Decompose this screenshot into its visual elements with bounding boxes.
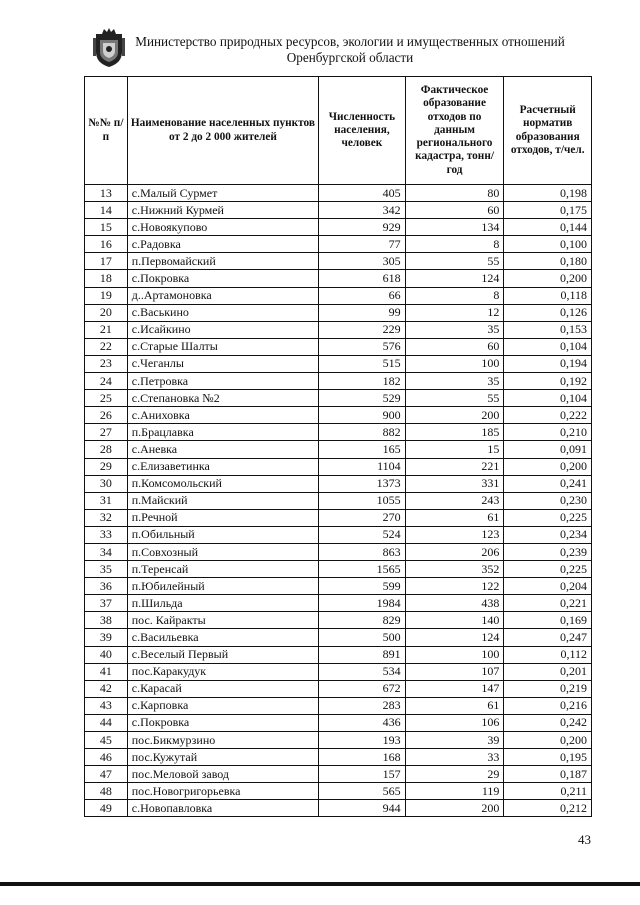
table-row [85, 543, 592, 560]
cell-settlement: с.Старые Шалты [127, 338, 318, 355]
cell-actual-waste: 200 [405, 407, 504, 424]
cell-number: 40 [85, 646, 128, 663]
cell-population: 524 [319, 526, 406, 543]
cell-number: 22 [85, 338, 128, 355]
cell-population: 270 [319, 509, 406, 526]
document-header [130, 34, 570, 66]
cell-actual-waste: 107 [405, 663, 504, 680]
cell-actual-waste: 60 [405, 338, 504, 355]
col-header-actual-waste: Фактическое образование отходов по данным регионального кадастра, тонн/год [405, 77, 504, 185]
cell-norm: 0,200 [504, 458, 592, 475]
cell-number: 26 [85, 407, 128, 424]
cell-actual-waste: 123 [405, 526, 504, 543]
table-row [85, 424, 592, 441]
table-row [85, 390, 592, 407]
cell-actual-waste: 100 [405, 646, 504, 663]
cell-norm: 0,200 [504, 270, 592, 287]
cell-actual-waste: 61 [405, 509, 504, 526]
cell-settlement: пос.Бикмурзино [127, 732, 318, 749]
table-row [85, 612, 592, 629]
table-row [85, 800, 592, 817]
cell-settlement: с.Веселый Первый [127, 646, 318, 663]
cell-norm: 0,241 [504, 475, 592, 492]
cell-settlement: с.Покровка [127, 270, 318, 287]
cell-number: 16 [85, 236, 128, 253]
cell-population: 900 [319, 407, 406, 424]
table-row [85, 355, 592, 372]
cell-population: 599 [319, 578, 406, 595]
table-row [85, 236, 592, 253]
cell-number: 35 [85, 561, 128, 578]
cell-settlement: с.Радовка [127, 236, 318, 253]
cell-settlement: п.Первомайский [127, 253, 318, 270]
cell-settlement: с.Васькино [127, 304, 318, 321]
cell-actual-waste: 33 [405, 749, 504, 766]
header-ministry-line: Министерство природных ресурсов, экологии и имущественных отношений [135, 34, 565, 49]
cell-norm: 0,225 [504, 561, 592, 578]
cell-population: 436 [319, 714, 406, 731]
cell-norm: 0,153 [504, 321, 592, 338]
cell-actual-waste: 106 [405, 714, 504, 731]
cell-population: 283 [319, 697, 406, 714]
table-row [85, 663, 592, 680]
cell-actual-waste: 15 [405, 441, 504, 458]
coat-of-arms-icon [92, 28, 126, 68]
cell-norm: 0,144 [504, 219, 592, 236]
cell-population: 77 [319, 236, 406, 253]
table-row [85, 578, 592, 595]
cell-population: 157 [319, 766, 406, 783]
table-row [85, 253, 592, 270]
table-row [85, 475, 592, 492]
cell-population: 534 [319, 663, 406, 680]
table-row [85, 202, 592, 219]
table-row [85, 185, 592, 202]
cell-population: 672 [319, 680, 406, 697]
cell-number: 21 [85, 321, 128, 338]
cell-number: 47 [85, 766, 128, 783]
cell-norm: 0,234 [504, 526, 592, 543]
table-row [85, 680, 592, 697]
cell-number: 29 [85, 458, 128, 475]
cell-settlement: с.Елизаветинка [127, 458, 318, 475]
cell-settlement: пос.Кужутай [127, 749, 318, 766]
cell-norm: 0,195 [504, 749, 592, 766]
cell-norm: 0,192 [504, 373, 592, 390]
cell-settlement: д..Артамоновка [127, 287, 318, 304]
table-row [85, 441, 592, 458]
cell-actual-waste: 60 [405, 202, 504, 219]
cell-population: 1104 [319, 458, 406, 475]
cell-norm: 0,126 [504, 304, 592, 321]
page-number: 43 [578, 832, 591, 847]
cell-actual-waste: 61 [405, 697, 504, 714]
cell-number: 38 [85, 612, 128, 629]
cell-population: 1055 [319, 492, 406, 509]
table-row [85, 219, 592, 236]
cell-settlement: пос. Кайракты [127, 612, 318, 629]
cell-actual-waste: 80 [405, 185, 504, 202]
cell-number: 31 [85, 492, 128, 509]
cell-norm: 0,100 [504, 236, 592, 253]
cell-population: 405 [319, 185, 406, 202]
table-row [85, 629, 592, 646]
cell-settlement: с.Степановка №2 [127, 390, 318, 407]
cell-number: 13 [85, 185, 128, 202]
table-row [85, 595, 592, 612]
cell-number: 34 [85, 543, 128, 560]
cell-norm: 0,239 [504, 543, 592, 560]
table-row [85, 492, 592, 509]
cell-population: 229 [319, 321, 406, 338]
cell-population: 1565 [319, 561, 406, 578]
table-row [85, 714, 592, 731]
cell-settlement: п.Совхозный [127, 543, 318, 560]
cell-actual-waste: 124 [405, 270, 504, 287]
cell-actual-waste: 29 [405, 766, 504, 783]
cell-number: 41 [85, 663, 128, 680]
cell-population: 1984 [319, 595, 406, 612]
table-row [85, 304, 592, 321]
cell-settlement: пос.Каракудук [127, 663, 318, 680]
table-row [85, 732, 592, 749]
cell-settlement: п.Брацлавка [127, 424, 318, 441]
cell-population: 165 [319, 441, 406, 458]
cell-number: 24 [85, 373, 128, 390]
table-row [85, 270, 592, 287]
cell-norm: 0,225 [504, 509, 592, 526]
cell-norm: 0,212 [504, 800, 592, 817]
cell-norm: 0,201 [504, 663, 592, 680]
table-row [85, 766, 592, 783]
cell-norm: 0,104 [504, 338, 592, 355]
table-row [85, 407, 592, 424]
cell-settlement: п.Юбилейный [127, 578, 318, 595]
cell-number: 44 [85, 714, 128, 731]
cell-actual-waste: 8 [405, 287, 504, 304]
cell-settlement: с.Карповка [127, 697, 318, 714]
table-row [85, 697, 592, 714]
cell-settlement: п.Теренсай [127, 561, 318, 578]
cell-number: 33 [85, 526, 128, 543]
cell-norm: 0,187 [504, 766, 592, 783]
cell-population: 515 [319, 355, 406, 372]
cell-actual-waste: 12 [405, 304, 504, 321]
cell-number: 46 [85, 749, 128, 766]
cell-population: 891 [319, 646, 406, 663]
cell-settlement: с.Аневка [127, 441, 318, 458]
header-region-line: Оренбургской области [286, 50, 414, 65]
cell-actual-waste: 35 [405, 321, 504, 338]
cell-settlement: с.Нижний Курмей [127, 202, 318, 219]
cell-population: 182 [319, 373, 406, 390]
cell-population: 882 [319, 424, 406, 441]
cell-norm: 0,118 [504, 287, 592, 304]
table-row [85, 783, 592, 800]
table-row [85, 321, 592, 338]
cell-number: 19 [85, 287, 128, 304]
cell-actual-waste: 55 [405, 253, 504, 270]
cell-population: 500 [319, 629, 406, 646]
cell-norm: 0,204 [504, 578, 592, 595]
cell-number: 28 [85, 441, 128, 458]
cell-population: 565 [319, 783, 406, 800]
cell-norm: 0,194 [504, 355, 592, 372]
table-row [85, 561, 592, 578]
cell-population: 168 [319, 749, 406, 766]
cell-settlement: с.Аниховка [127, 407, 318, 424]
cell-actual-waste: 206 [405, 543, 504, 560]
cell-norm: 0,247 [504, 629, 592, 646]
cell-population: 66 [319, 287, 406, 304]
table-row [85, 509, 592, 526]
cell-actual-waste: 147 [405, 680, 504, 697]
cell-actual-waste: 221 [405, 458, 504, 475]
cell-actual-waste: 134 [405, 219, 504, 236]
cell-actual-waste: 243 [405, 492, 504, 509]
cell-population: 342 [319, 202, 406, 219]
cell-norm: 0,175 [504, 202, 592, 219]
cell-number: 36 [85, 578, 128, 595]
cell-norm: 0,210 [504, 424, 592, 441]
cell-norm: 0,221 [504, 595, 592, 612]
table-row [85, 338, 592, 355]
cell-population: 1373 [319, 475, 406, 492]
cell-norm: 0,222 [504, 407, 592, 424]
cell-number: 32 [85, 509, 128, 526]
cell-population: 576 [319, 338, 406, 355]
cell-actual-waste: 352 [405, 561, 504, 578]
cell-settlement: п.Комсомольский [127, 475, 318, 492]
waste-norms-table [84, 76, 592, 817]
cell-population: 305 [319, 253, 406, 270]
cell-settlement: с.Чеганлы [127, 355, 318, 372]
cell-actual-waste: 140 [405, 612, 504, 629]
cell-norm: 0,242 [504, 714, 592, 731]
cell-actual-waste: 122 [405, 578, 504, 595]
cell-actual-waste: 8 [405, 236, 504, 253]
cell-norm: 0,091 [504, 441, 592, 458]
cell-actual-waste: 55 [405, 390, 504, 407]
cell-actual-waste: 438 [405, 595, 504, 612]
cell-norm: 0,230 [504, 492, 592, 509]
table-header-row [85, 77, 592, 185]
cell-settlement: пос.Меловой завод [127, 766, 318, 783]
col-header-number: №№ п/п [85, 77, 128, 185]
cell-settlement: п.Обильный [127, 526, 318, 543]
cell-actual-waste: 39 [405, 732, 504, 749]
cell-actual-waste: 185 [405, 424, 504, 441]
cell-population: 944 [319, 800, 406, 817]
cell-settlement: с.Васильевка [127, 629, 318, 646]
cell-number: 43 [85, 697, 128, 714]
cell-number: 48 [85, 783, 128, 800]
cell-number: 30 [85, 475, 128, 492]
cell-number: 37 [85, 595, 128, 612]
cell-actual-waste: 35 [405, 373, 504, 390]
cell-number: 14 [85, 202, 128, 219]
col-header-norm: Расчетный норматив образования отходов, т/чел. [504, 77, 592, 185]
cell-number: 17 [85, 253, 128, 270]
bottom-divider [0, 882, 640, 886]
cell-settlement: с.Новоякупово [127, 219, 318, 236]
cell-norm: 0,169 [504, 612, 592, 629]
cell-population: 618 [319, 270, 406, 287]
cell-norm: 0,200 [504, 732, 592, 749]
cell-norm: 0,198 [504, 185, 592, 202]
table-row [85, 526, 592, 543]
cell-norm: 0,112 [504, 646, 592, 663]
table-row [85, 749, 592, 766]
cell-number: 20 [85, 304, 128, 321]
cell-number: 45 [85, 732, 128, 749]
cell-population: 193 [319, 732, 406, 749]
cell-settlement: с.Новопавловка [127, 800, 318, 817]
cell-actual-waste: 200 [405, 800, 504, 817]
table-row [85, 287, 592, 304]
cell-settlement: п.Шильда [127, 595, 318, 612]
cell-norm: 0,219 [504, 680, 592, 697]
cell-population: 99 [319, 304, 406, 321]
col-header-settlement: Наименование населенных пунктов от 2 до 2 000 жителей [127, 77, 318, 185]
cell-settlement: пос.Новогригорьевка [127, 783, 318, 800]
cell-settlement: с.Покровка [127, 714, 318, 731]
cell-settlement: с.Исайкино [127, 321, 318, 338]
cell-number: 49 [85, 800, 128, 817]
cell-actual-waste: 100 [405, 355, 504, 372]
cell-population: 929 [319, 219, 406, 236]
cell-settlement: с.Карасай [127, 680, 318, 697]
cell-actual-waste: 331 [405, 475, 504, 492]
cell-actual-waste: 124 [405, 629, 504, 646]
cell-number: 23 [85, 355, 128, 372]
cell-settlement: п.Майский [127, 492, 318, 509]
cell-settlement: п.Речной [127, 509, 318, 526]
cell-number: 15 [85, 219, 128, 236]
table-row [85, 373, 592, 390]
cell-number: 18 [85, 270, 128, 287]
cell-number: 42 [85, 680, 128, 697]
cell-number: 39 [85, 629, 128, 646]
cell-population: 863 [319, 543, 406, 560]
cell-actual-waste: 119 [405, 783, 504, 800]
cell-population: 529 [319, 390, 406, 407]
cell-settlement: с.Малый Сурмет [127, 185, 318, 202]
col-header-population: Численность населения, человек [319, 77, 406, 185]
cell-number: 25 [85, 390, 128, 407]
cell-norm: 0,180 [504, 253, 592, 270]
cell-population: 829 [319, 612, 406, 629]
cell-number: 27 [85, 424, 128, 441]
cell-norm: 0,104 [504, 390, 592, 407]
table-row [85, 646, 592, 663]
cell-settlement: с.Петровка [127, 373, 318, 390]
table-row [85, 458, 592, 475]
cell-norm: 0,211 [504, 783, 592, 800]
cell-norm: 0,216 [504, 697, 592, 714]
